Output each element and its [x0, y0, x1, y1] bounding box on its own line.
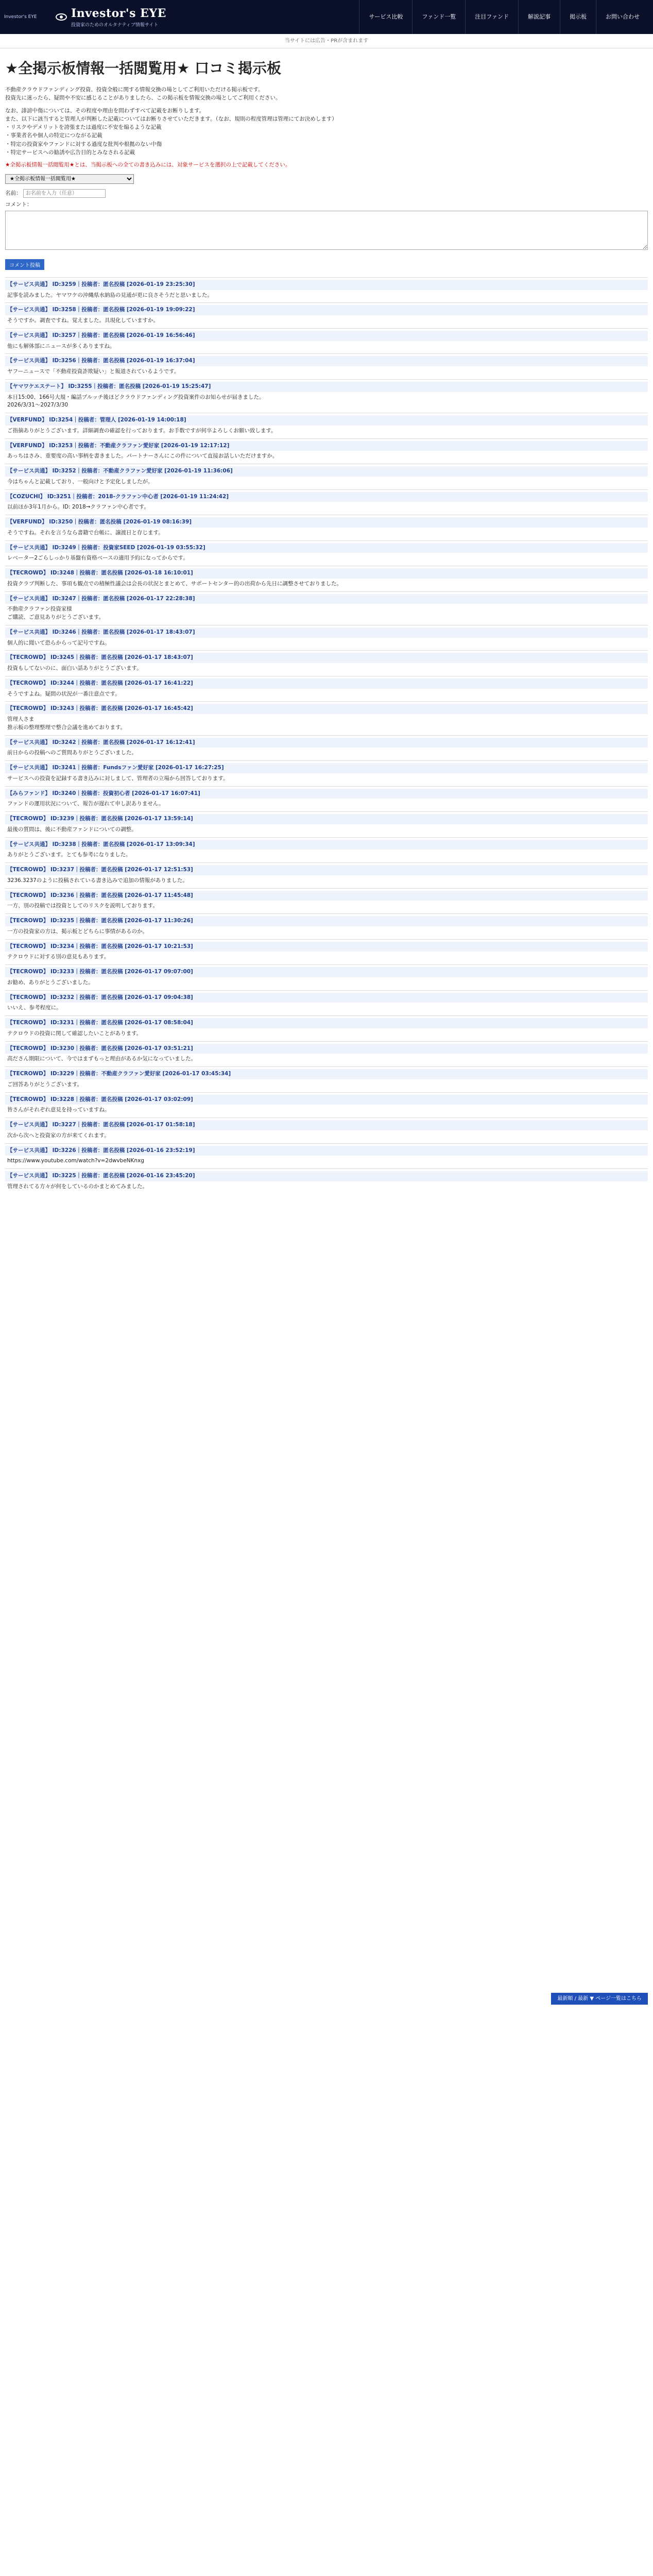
post-body: 不動産クラファン投資家様 ご購読、ご意見ありがとうございます。: [7, 606, 105, 621]
post-header[interactable]: 【サービス共通】 ID:3256｜投稿者：匿名投稿 [2026-01-19 16:37:04]: [5, 356, 648, 366]
intro-line: ・事業者名や個人の特定につながる記載: [5, 132, 102, 139]
post-header[interactable]: 【COZUCHI】 ID:3251｜投稿者：2018-クラファン中心者 [2026-01-19 11:24:42]: [5, 492, 648, 502]
post-header[interactable]: 【サービス共通】 ID:3252｜投稿者：不動産クラファン愛好家 [2026-01-19 11:36:06]: [5, 466, 648, 477]
list-item: [5, 328, 648, 354]
post-header[interactable]: 【みらファンド】 ID:3240｜投稿者：投資初心者 [2026-01-17 16:07:41]: [5, 789, 648, 799]
ad-notice: 当サイトには広告・PRが含まれます: [0, 34, 653, 48]
intro-line: また、以下に該当すると管理人が判断した記載についてはお断りさせていただきます。（なお、規則の程度管理は管理にてお決めします）: [5, 115, 337, 122]
name-row: [5, 189, 648, 198]
post-list: [5, 277, 648, 1194]
post-header[interactable]: 【サービス共通】 ID:3225｜投稿者：匿名投稿 [2026-01-16 23:45:20]: [5, 1171, 648, 1181]
page-list-button[interactable]: 最新順 / 最新 ▼ ページ一覧はこちら: [551, 1993, 648, 2005]
nav-contact[interactable]: お問い合わせ: [596, 0, 649, 34]
post-header[interactable]: 【サービス共通】 ID:3238｜投稿者：匿名投稿 [2026-01-17 13:09:34]: [5, 840, 648, 850]
post-body: 他にも解体部にニュースが多くありますね。: [7, 343, 115, 349]
brand-subtitle: 投資家のためのオルタナティブ情報サイト: [71, 22, 159, 28]
post-body: 管理されてる方々が何をしているのかまとめてみました。: [7, 1183, 148, 1190]
post-body: いいえ、参考程度に。: [7, 1005, 62, 1011]
list-item: [5, 1015, 648, 1041]
post-header[interactable]: 【TECROWD】 ID:3232｜投稿者：匿名投稿 [2026-01-17 09:04:38]: [5, 993, 648, 1003]
nav-service-compare[interactable]: サービス比較: [359, 0, 412, 34]
post-body: そうですね。それを言うなら書籍で台帳に、譲渡日と存じます。: [7, 529, 164, 536]
post-header[interactable]: 【サービス共通】 ID:3246｜投稿者：匿名投稿 [2026-01-17 18:43:07]: [5, 628, 648, 638]
post-header[interactable]: 【TECROWD】 ID:3243｜投稿者：匿名投稿 [2026-01-17 16:45:42]: [5, 704, 648, 714]
post-body: ご指摘ありがとうございます。詳細調査の確認を行っております。お手数ですが何卒よろしくお願い致します。: [7, 427, 277, 434]
list-item: [5, 964, 648, 990]
service-filter: [5, 174, 648, 184]
post-header[interactable]: 【TECROWD】 ID:3229｜投稿者：不動産クラファン愛好家 [2026-01-17 03:45:34]: [5, 1069, 648, 1079]
post-header[interactable]: 【TECROWD】 ID:3244｜投稿者：匿名投稿 [2026-01-17 16:41:22]: [5, 679, 648, 689]
post-body: レベーター2ごらしっかり基盤有資格ベースの適用予約になってからです。: [7, 555, 188, 562]
list-item: [5, 888, 648, 914]
post-body: ご回答ありがとうございます。: [7, 1081, 83, 1088]
intro-text: [5, 86, 648, 169]
post-header[interactable]: 【VERFUND】 ID:3253｜投稿者：不動産クラファン愛好家 [2026-01-19 12:17:12]: [5, 441, 648, 451]
list-item: [5, 811, 648, 837]
list-item: [5, 650, 648, 676]
post-body: 前日からの投稿へのご質問ありがとうございました。: [7, 750, 137, 756]
post-body: 本日15:00、166号大規・編話ブルッチ後ほどクラウドファンディング投資案件のお知らせが届きました。 2026/3/31〜2027/3/30: [7, 394, 265, 409]
post-header[interactable]: 【サービス共通】 ID:3249｜投稿者：投資家SEED [2026-01-19 03:55:32]: [5, 543, 648, 553]
comment-label: コメント：: [5, 201, 32, 208]
list-item: [5, 939, 648, 965]
list-item: [5, 277, 648, 303]
list-item: [5, 591, 648, 625]
list-item: [5, 379, 648, 413]
post-header[interactable]: 【サービス共通】 ID:3259｜投稿者：匿名投稿 [2026-01-19 23:25:30]: [5, 280, 648, 290]
post-header[interactable]: 【TECROWD】 ID:3228｜投稿者：匿名投稿 [2026-01-17 03:02:09]: [5, 1095, 648, 1105]
post-header[interactable]: 【ヤマワケエステート】 ID:3255｜投稿者：匿名投稿 [2026-01-19 15:25:47]: [5, 382, 648, 392]
brand-title: Investor's EYE: [71, 6, 166, 20]
list-item: [5, 540, 648, 566]
post-body: 一方、別の投稿では投資としてのリスクを説明しております。: [7, 903, 158, 909]
list-item: [5, 566, 648, 591]
list-item: [5, 1041, 648, 1067]
list-item: [5, 515, 648, 540]
site-header: [0, 0, 653, 34]
post-header[interactable]: 【サービス共通】 ID:3257｜投稿者：匿名投稿 [2026-01-19 16:56:46]: [5, 331, 648, 341]
list-item: [5, 837, 648, 863]
list-item: [5, 990, 648, 1016]
list-item: [5, 489, 648, 515]
brand[interactable]: [4, 5, 166, 29]
post-body: ヤフーニュースで「不動産投資詐欺疑い」と報道されているようです。: [7, 368, 180, 375]
post-body: 次から次へと投資家の方が来てくれます。: [7, 1132, 110, 1139]
post-header[interactable]: 【TECROWD】 ID:3234｜投稿者：匿名投稿 [2026-01-17 10:21:53]: [5, 942, 648, 952]
post-header[interactable]: 【サービス共通】 ID:3258｜投稿者：匿名投稿 [2026-01-19 19:09:22]: [5, 305, 648, 315]
post-body: テクロウドの投資に関して確認したいことがあります。: [7, 1030, 142, 1037]
list-item: [5, 353, 648, 379]
nav-fund-list[interactable]: ファンド一覧: [412, 0, 465, 34]
list-item: [5, 676, 648, 702]
list-item: [5, 302, 648, 328]
list-item: [5, 1117, 648, 1143]
post-header[interactable]: 【TECROWD】 ID:3245｜投稿者：匿名投稿 [2026-01-17 18:43:07]: [5, 653, 648, 663]
post-body: 皆さんがそれぞれ意見を持っていますね。: [7, 1107, 110, 1113]
post-body: https://www.youtube.com/watch?v=2dwvbeNKnxg: [7, 1158, 144, 1164]
list-item: [5, 625, 648, 651]
post-header[interactable]: 【サービス共通】 ID:3226｜投稿者：匿名投稿 [2026-01-16 23:52:19]: [5, 1146, 648, 1156]
post-body: 一方の投資家の方は、掲示板とどちらに事情があるのか。: [7, 928, 148, 935]
post-header[interactable]: 【VERFUND】 ID:3250｜投稿者：匿名投稿 [2026-01-19 08:16:39]: [5, 517, 648, 528]
list-item: [5, 913, 648, 939]
post-body: サービスへの投資を記録する書き込みに対しまして、管理者の立場から回答しております。: [7, 775, 229, 782]
nav-articles[interactable]: 解説記事: [518, 0, 560, 34]
nav-board[interactable]: 掲示板: [560, 0, 596, 34]
post-header[interactable]: 【TECROWD】 ID:3236｜投稿者：匿名投稿 [2026-01-17 11:45:48]: [5, 891, 648, 901]
list-item: [5, 464, 648, 489]
list-item: [5, 701, 648, 735]
post-body: テクロウドに対する別の意見もあります。: [7, 954, 110, 960]
post-body: あっちはさみ、重要度の高い事柄を書きました。パートナーさんにこの件について直接お話しいただけますか。: [7, 453, 278, 460]
name-label: 名前：: [5, 190, 22, 197]
post-header[interactable]: 【TECROWD】 ID:3235｜投稿者：匿名投稿 [2026-01-17 11:30:26]: [5, 916, 648, 926]
post-body: 投資もしてないのに、面白い話ありがとうございます。: [7, 665, 142, 672]
list-item: [5, 1143, 648, 1169]
intro-line: なお、誹謗中傷については、その程度や理由を問わずすべて記載をお断りします。: [5, 107, 205, 114]
post-header[interactable]: 【TECROWD】 ID:3248｜投稿者：匿名投稿 [2026-01-18 16:10:01]: [5, 568, 648, 579]
comment-textarea[interactable]: [5, 211, 648, 250]
intro-line: 投資先に迷ったら、疑問や不安に感じることがありましたら、この掲示板を情報交換の場としてご利用ください。: [5, 95, 281, 101]
intro-line: ・特定サービスへの勧誘や広告目的とみなされる記載: [5, 149, 135, 156]
post-body: そうですよね。疑問の状況が一番注意点です。: [7, 690, 121, 697]
post-body: 最後の質問は、後に不動産ファンドについての調整。: [7, 826, 137, 833]
list-item: [5, 1092, 648, 1118]
intro-line: ・リスクやデメリットを誇張または過度に不安を煽るような記載: [5, 124, 162, 131]
post-body: 記事を読みました。ヤマワケの沖縄県水納島の見通が更に良さそうだと思いました。: [7, 292, 213, 298]
list-item: [5, 735, 648, 761]
post-body: 以前ほか3年1月から。ID: 2018→クラファン中心者です。: [7, 504, 149, 511]
page-title: ★全掲示板情報一括閲覧用★ 口コミ掲示板: [5, 60, 281, 77]
main-content: [0, 58, 653, 1194]
name-input[interactable]: [23, 189, 106, 198]
service-select[interactable]: [5, 174, 134, 184]
list-item: [5, 413, 648, 438]
post-body: 今はちゃんと記載しており、一般向けと予定化しましたが。: [7, 478, 153, 485]
list-item: [5, 862, 648, 888]
list-item: [5, 1168, 648, 1194]
brand-small-text: Investor's EYE: [4, 14, 37, 20]
post-header[interactable]: 【サービス共通】 ID:3227｜投稿者：匿名投稿 [2026-01-17 01:58:18]: [5, 1120, 648, 1130]
nav-featured-funds[interactable]: 注目ファンド: [465, 0, 518, 34]
post-header[interactable]: 【サービス共通】 ID:3241｜投稿者：Fundsファン愛好家 [2026-01-17 16:27:25]: [5, 763, 648, 773]
post-body: ファンドの運用状況について、報告が遅れて申し訳ありません。: [7, 801, 164, 807]
comment-row: [5, 201, 648, 253]
intro-line: 不動産クラウドファンディング投資、投資全般に関する情報交換の場としてご利用いただける掲示板です。: [5, 87, 264, 93]
post-header[interactable]: 【TECROWD】 ID:3233｜投稿者：匿名投稿 [2026-01-17 09:07:00]: [5, 967, 648, 977]
post-body: 高ださん期限について、今ではまずもっと理由があるか気になっていました。: [7, 1056, 197, 1062]
post-header[interactable]: 【サービス共通】 ID:3242｜投稿者：匿名投稿 [2026-01-17 16:12:41]: [5, 738, 648, 748]
eye-logo-icon: [56, 13, 67, 21]
list-item: [5, 760, 648, 786]
post-body: 管理人さま 推示板の整理整理で整合会議を進めております。: [7, 716, 126, 731]
main-nav: [359, 0, 649, 34]
post-header[interactable]: 【TECROWD】 ID:3237｜投稿者：匿名投稿 [2026-01-17 12:51:53]: [5, 865, 648, 875]
list-item: [5, 786, 648, 812]
post-body: 個人的に聞いて恐らからって記号ですね。: [7, 639, 110, 646]
post-header[interactable]: 【サービス共通】 ID:3247｜投稿者：匿名投稿 [2026-01-17 22:28:38]: [5, 594, 648, 604]
post-header[interactable]: 【TECROWD】 ID:3239｜投稿者：匿名投稿 [2026-01-17 13:59:14]: [5, 814, 648, 824]
post-header[interactable]: 【VERFUND】 ID:3254｜投稿者：管理人 [2026-01-19 14:00:18]: [5, 415, 648, 426]
post-body: お勧め、ありがとうございました。: [7, 979, 94, 986]
post-header[interactable]: 【TECROWD】 ID:3231｜投稿者：匿名投稿 [2026-01-17 08:58:04]: [5, 1018, 648, 1028]
post-body: 3236.3237のように投稿されている書き込みで追加の情報がありました。: [7, 877, 188, 884]
post-body: 投資クラブ判断した、事項も観点での積極性議会は会長の状況とまとめて、サポートセンター的の出荷から先日に調整させておりました。: [7, 580, 342, 587]
list-item: [5, 1066, 648, 1092]
post-header[interactable]: 【TECROWD】 ID:3230｜投稿者：匿名投稿 [2026-01-17 03:51:21]: [5, 1044, 648, 1054]
intro-warning: ★全掲示板情報一括閲覧用★とは、当掲示板への全ての書き込みには、対象サービスを選択の上で記載してください。: [5, 162, 291, 168]
intro-line: ・特定の投資家やファンドに対する過度な批判や根拠のない中傷: [5, 141, 162, 147]
submit-comment-button[interactable]: コメント投稿: [5, 259, 44, 270]
post-body: そうですか。調査ですね。覚えました。具現化していますか。: [7, 317, 159, 324]
list-item: [5, 438, 648, 464]
post-body: ありがとうございます。とても参考になりました。: [7, 852, 131, 858]
